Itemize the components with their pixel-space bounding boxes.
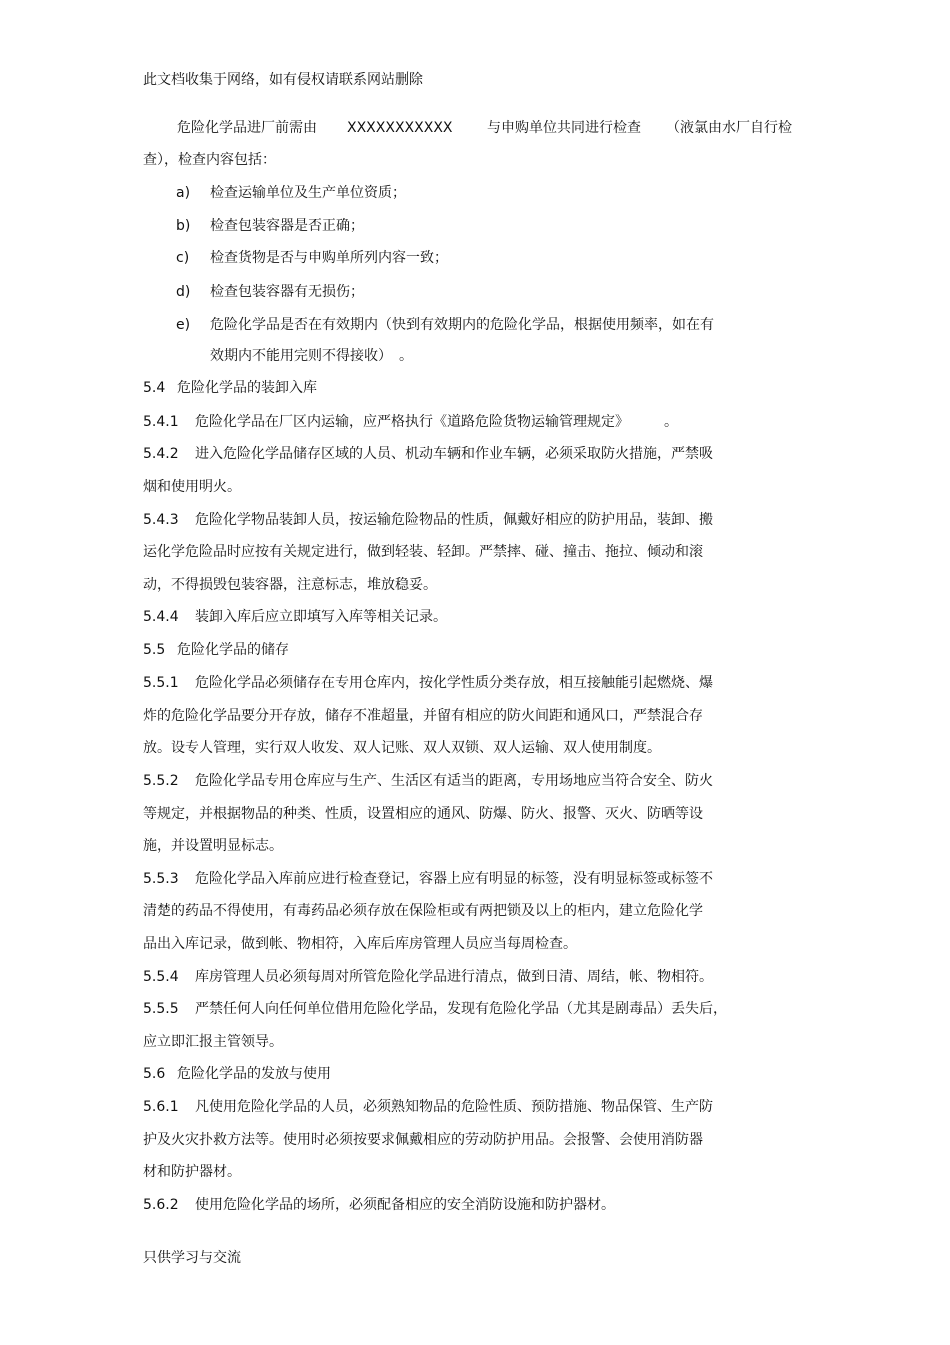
intro-code: XXXXXXXXXXX (347, 120, 453, 136)
clause-continuation: 动，不得损毁包装容器，注意标志，堆放稳妥。 (143, 577, 437, 593)
check-item-text: 检查运输单位及生产单位资质； (210, 185, 406, 201)
section-number: 5.4 (143, 380, 166, 396)
clause-number: 5.4.3 (143, 512, 179, 528)
clause-5-4-3 (143, 511, 713, 529)
check-item-text: 危险化学品是否在有效期内（快到有效期内的危险化学品，根据使用频率，如在有 (210, 317, 714, 333)
check-item-letter: e) (176, 317, 191, 333)
intro-text-c: （液氯由水厂自行检 (666, 120, 792, 136)
check-item-letter: d) (176, 284, 191, 300)
page-header-note: 此文档收集于网络，如有侵权请联系网站删除 (143, 72, 423, 88)
clause-text: 危险化学品入库前应进行检查登记，容器上应有明显的标签，没有明显标签或标签不 (195, 871, 713, 887)
clause-5-4-4 (143, 608, 447, 626)
section-heading-5-4 (143, 379, 317, 397)
check-item-letter: a) (176, 185, 191, 201)
section-title: 危险化学品的发放与使用 (177, 1066, 331, 1082)
clause-continuation: 等规定，并根据物品的种类、性质，设置相应的通风、防爆、防火、报警、灭火、防晒等设 (143, 806, 703, 822)
section-title: 危险化学品的装卸入库 (177, 380, 317, 396)
clause-text: 严禁任何人向任何单位借用危险化学品，发现有危险化学品（尤其是剧毒品）丢失后， (195, 1001, 727, 1017)
clause-number: 5.5.1 (143, 675, 179, 691)
clause-5-5-3 (143, 870, 713, 888)
intro-line-1 (177, 119, 317, 137)
page-footer-note: 只供学习与交流 (143, 1250, 241, 1266)
intro-text-a: 危险化学品进厂前需由 (177, 120, 317, 136)
section-number: 5.5 (143, 642, 166, 658)
clause-text: 进入危险化学品储存区域的人员、机动车辆和作业车辆，必须采取防火措施，严禁吸 (195, 446, 713, 462)
check-item-text: 检查包装容器是否正确； (210, 218, 364, 234)
clause-5-5-1 (143, 674, 713, 692)
clause-number: 5.5.2 (143, 773, 179, 789)
clause-continuation: 炸的危险化学品要分开存放，储存不准超量，并留有相应的防火间距和通风口，严禁混合存 (143, 708, 703, 724)
check-item-letter: b) (176, 218, 191, 234)
clause-text: 危险化学物品装卸人员，按运输危险物品的性质，佩戴好相应的防护用品，装卸、搬 (195, 512, 713, 528)
intro-text-b: 与申购单位共同进行检查 (487, 120, 641, 136)
clause-5-4-2 (143, 445, 713, 463)
check-item-letter: c) (176, 250, 190, 266)
section-number: 5.6 (143, 1066, 166, 1082)
clause-number: 5.5.4 (143, 969, 179, 985)
clause-text: 凡使用危险化学品的人员，必须熟知物品的危险性质、预防措施、物品保管、生产防 (195, 1099, 713, 1115)
clause-continuation: 清楚的药品不得使用，有毒药品必须存放在保险柜或有两把锁及以上的柜内，建立危险化学 (143, 903, 703, 919)
clause-5-6-2 (143, 1196, 615, 1214)
clause-text: 危险化学品专用仓库应与生产、生活区有适当的距离，专用场地应当符合安全、防火 (195, 773, 713, 789)
clause-text: 危险化学品在厂区内运输，应严格执行《道路危险货物运输管理规定》 。 (195, 414, 678, 430)
check-item-e-continuation: 效期内不能用完则不得接收） 。 (210, 348, 413, 364)
clause-continuation: 护及火灾扑救方法等。使用时必须按要求佩戴相应的劳动防护用品。会报警、会使用消防器 (143, 1132, 703, 1148)
clause-continuation: 品出入库记录，做到帐、物相符，入库后库房管理人员应当每周检查。 (143, 936, 577, 952)
clause-continuation: 运化学危险品时应按有关规定进行，做到轻装、轻卸。严禁摔、碰、撞击、拖拉、倾动和滚 (143, 544, 703, 560)
clause-5-4-1 (143, 413, 678, 431)
clause-number: 5.5.5 (143, 1001, 179, 1017)
clause-number: 5.6.2 (143, 1197, 179, 1213)
clause-number: 5.4.2 (143, 446, 179, 462)
section-heading-5-5 (143, 641, 289, 659)
clause-continuation: 材和防护器材。 (143, 1164, 241, 1180)
clause-number: 5.6.1 (143, 1099, 179, 1115)
section-heading-5-6 (143, 1065, 331, 1083)
intro-line-2: 查），检查内容包括： (143, 152, 276, 168)
clause-5-6-1 (143, 1098, 713, 1116)
clause-continuation: 烟和使用明火。 (143, 479, 241, 495)
clause-text: 危险化学品必须储存在专用仓库内，按化学性质分类存放，相互接触能引起燃烧、爆 (195, 675, 713, 691)
check-item-text: 检查货物是否与申购单所列内容一致； (210, 250, 448, 266)
clause-number: 5.5.3 (143, 871, 179, 887)
clause-text: 装卸入库后应立即填写入库等相关记录。 (195, 609, 447, 625)
clause-text: 库房管理人员必须每周对所管危险化学品进行清点，做到日清、周结，帐、物相符。 (195, 969, 713, 985)
section-title: 危险化学品的储存 (177, 642, 289, 658)
clause-number: 5.4.4 (143, 609, 179, 625)
clause-continuation: 施，并设置明显标志。 (143, 838, 283, 854)
clause-text: 使用危险化学品的场所，必须配备相应的安全消防设施和防护器材。 (195, 1197, 615, 1213)
clause-continuation: 应立即汇报主管领导。 (143, 1034, 283, 1050)
clause-5-5-2 (143, 772, 713, 790)
clause-5-5-5 (143, 1000, 727, 1018)
clause-5-5-4 (143, 968, 713, 986)
clause-number: 5.4.1 (143, 414, 179, 430)
clause-continuation: 放。设专人管理，实行双人收发、双人记账、双人双锁、双人运输、双人使用制度。 (143, 740, 661, 756)
check-item-text: 检查包装容器有无损伤； (210, 284, 364, 300)
